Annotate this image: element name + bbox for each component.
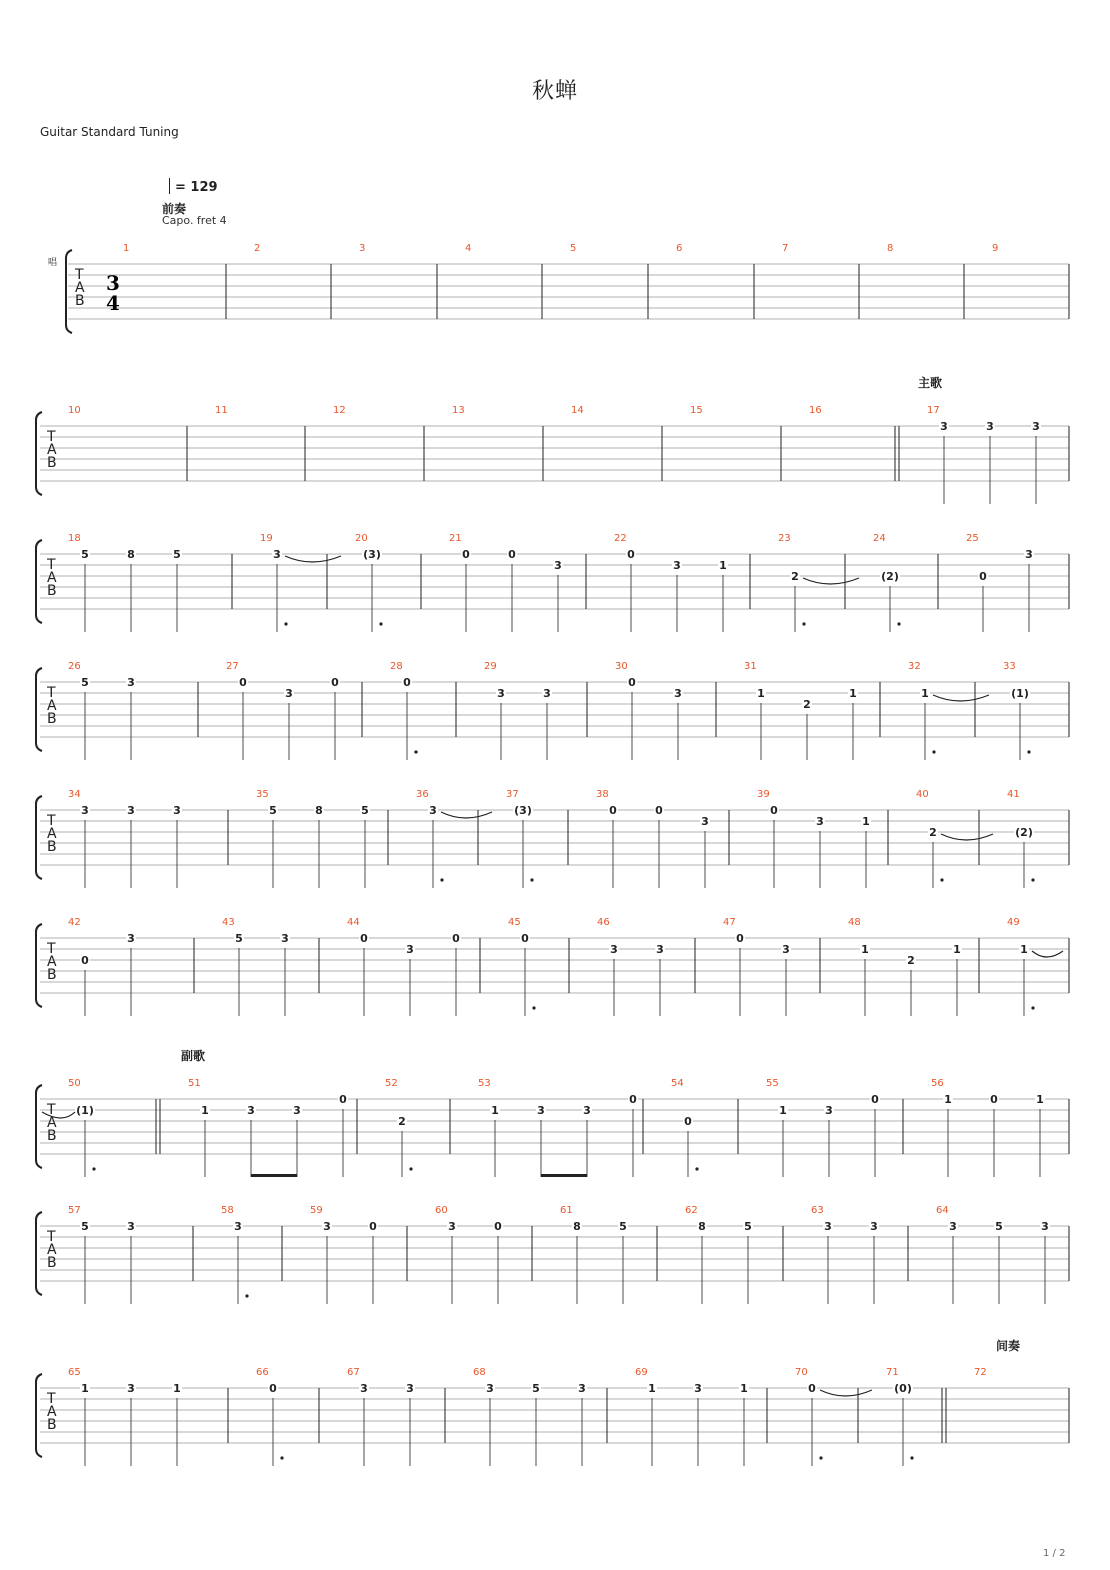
measure-number: 33 [1003, 661, 1016, 672]
fret-number: 3 [674, 687, 682, 700]
fret-number: 3 [486, 1382, 494, 1395]
fret-number: 2 [907, 954, 915, 967]
fret-number: (3) [514, 804, 532, 817]
dot-marker [910, 1456, 913, 1459]
fret-number: 3 [127, 676, 135, 689]
dot-marker [245, 1294, 248, 1297]
measure-number: 23 [778, 533, 791, 544]
measure-number: 7 [782, 243, 789, 254]
fret-number: 0 [494, 1220, 502, 1233]
fret-number: 0 [81, 954, 89, 967]
fret-number: 3 [293, 1104, 301, 1117]
fret-number: 0 [655, 804, 663, 817]
fret-number: 0 [339, 1093, 347, 1106]
fret-number: (1) [76, 1104, 94, 1117]
measure-number: 38 [596, 789, 609, 800]
fret-number: 1 [757, 687, 765, 700]
fret-number: 1 [861, 943, 869, 956]
measure-number: 22 [614, 533, 627, 544]
measure-number: 65 [68, 1367, 81, 1378]
fret-number: 0 [269, 1382, 277, 1395]
fret-number: 0 [979, 570, 987, 583]
dot-marker [409, 1167, 412, 1170]
measure-number: 21 [449, 533, 462, 544]
measure-number: 61 [560, 1205, 573, 1216]
dot-marker [1031, 1006, 1034, 1009]
fret-number: (3) [363, 548, 381, 561]
fret-number: 1 [862, 815, 870, 828]
fret-number: 3 [281, 932, 289, 945]
tab-clef-letter: A [47, 570, 57, 586]
tab-clef-letter: A [47, 826, 57, 842]
measure-number: 24 [873, 533, 886, 544]
dot-marker [414, 750, 417, 753]
fret-number: 3 [656, 943, 664, 956]
measure-number: 60 [435, 1205, 448, 1216]
fret-number: 0 [331, 676, 339, 689]
tuning-label: Guitar Standard Tuning [40, 125, 179, 139]
tab-clef-letter: T [75, 267, 84, 283]
time-sig-denominator: 4 [106, 291, 120, 315]
tab-clef-letter: B [47, 839, 57, 855]
system-bracket [36, 924, 42, 1007]
fret-number: 3 [825, 1104, 833, 1117]
dot-marker [1027, 750, 1030, 753]
tab-clef-letter: A [47, 954, 57, 970]
fret-number: 1 [1036, 1093, 1044, 1106]
measure-number: 32 [908, 661, 921, 672]
fret-number: 3 [234, 1220, 242, 1233]
fret-number: (2) [881, 570, 899, 583]
measure-number: 72 [974, 1367, 987, 1378]
fret-number: 5 [995, 1220, 1003, 1233]
measure-number: 70 [795, 1367, 808, 1378]
measure-number: 31 [744, 661, 757, 672]
tab-clef-letter: A [47, 1242, 57, 1258]
tab-clef-letter: B [47, 1255, 57, 1271]
fret-number: 3 [406, 1382, 414, 1395]
section-label-intro: 前奏 [162, 202, 187, 216]
fret-number: 8 [573, 1220, 581, 1233]
fret-number: 3 [81, 804, 89, 817]
system-bracket [36, 796, 42, 879]
tab-clef-letter: B [47, 967, 57, 983]
fret-number: 8 [698, 1220, 706, 1233]
tab-clef-letter: B [47, 711, 57, 727]
measure-number: 26 [68, 661, 81, 672]
fret-number: 3 [429, 804, 437, 817]
measure-number: 12 [333, 405, 346, 416]
fret-number: 5 [81, 548, 89, 561]
measure-number: 39 [757, 789, 770, 800]
fret-number: 1 [648, 1382, 656, 1395]
fret-number: 0 [239, 676, 247, 689]
measure-number: 66 [256, 1367, 269, 1378]
measure-number: 3 [359, 243, 366, 254]
tab-clef-letter: A [47, 698, 57, 714]
measure-number: 25 [966, 533, 979, 544]
system-bracket [36, 1374, 42, 1457]
measure-number: 14 [571, 405, 584, 416]
tie-arc [1032, 951, 1063, 957]
fret-number: 3 [247, 1104, 255, 1117]
tab-clef-letter: T [47, 557, 56, 573]
measure-number: 59 [310, 1205, 323, 1216]
score-title: 秋蝉 [531, 79, 578, 104]
measure-number: 58 [221, 1205, 234, 1216]
fret-number: 1 [1020, 943, 1028, 956]
fret-number: 3 [986, 420, 994, 433]
measure-number: 50 [68, 1078, 81, 1089]
fret-number: 3 [173, 804, 181, 817]
dot-marker [940, 878, 943, 881]
tie-arc [441, 812, 492, 818]
fret-number: 3 [694, 1382, 702, 1395]
measure-number: 1 [123, 243, 130, 254]
measure-number: 2 [254, 243, 261, 254]
measure-number: 63 [811, 1205, 824, 1216]
fret-number: 3 [870, 1220, 878, 1233]
tab-clef-letter: A [47, 1404, 57, 1420]
measure-number: 9 [992, 243, 999, 254]
fret-number: 5 [269, 804, 277, 817]
system-bracket [66, 250, 72, 333]
fret-number: 0 [770, 804, 778, 817]
measure-number: 47 [723, 917, 736, 928]
measure-number: 28 [390, 661, 403, 672]
dot-marker [819, 1456, 822, 1459]
fret-number: 1 [779, 1104, 787, 1117]
fret-number: 3 [673, 559, 681, 572]
fret-number: 5 [619, 1220, 627, 1233]
dot-marker [695, 1167, 698, 1170]
section-label-interlude: 间奏 [996, 1339, 1021, 1353]
measure-number: 5 [570, 243, 577, 254]
beam [541, 1174, 587, 1177]
fret-number: 3 [127, 932, 135, 945]
dot-marker [897, 622, 900, 625]
fret-number: 3 [583, 1104, 591, 1117]
fret-number: 8 [127, 548, 135, 561]
dot-marker [280, 1456, 283, 1459]
fret-number: 0 [369, 1220, 377, 1233]
measure-number: 29 [484, 661, 497, 672]
tie-arc [820, 1390, 872, 1396]
tab-clef-letter: T [47, 429, 56, 445]
tie-arc [933, 695, 989, 701]
fret-number: 0 [627, 548, 635, 561]
fret-number: 2 [398, 1115, 406, 1128]
measure-number: 55 [766, 1078, 779, 1089]
dot-marker [379, 622, 382, 625]
measure-number: 15 [690, 405, 703, 416]
measure-number: 44 [347, 917, 360, 928]
fret-number: 5 [81, 676, 89, 689]
measure-number: 57 [68, 1205, 81, 1216]
fret-number: 5 [235, 932, 243, 945]
dot-marker [932, 750, 935, 753]
tie-arc [285, 556, 341, 562]
fret-number: (1) [1011, 687, 1029, 700]
fret-number: 0 [521, 932, 529, 945]
measure-number: 40 [916, 789, 929, 800]
measure-number: 36 [416, 789, 429, 800]
tab-clef-letter: T [47, 1102, 56, 1118]
fret-number: 3 [824, 1220, 832, 1233]
fret-number: 3 [127, 1382, 135, 1395]
fret-number: 5 [81, 1220, 89, 1233]
tab-clef-letter: A [47, 1115, 57, 1131]
fret-number: 5 [361, 804, 369, 817]
system-bracket [36, 412, 42, 495]
fret-number: 3 [127, 1220, 135, 1233]
system-bracket [36, 540, 42, 623]
fret-number: 0 [736, 932, 744, 945]
measure-number: 45 [508, 917, 521, 928]
fret-number: 2 [803, 698, 811, 711]
measure-number: 34 [68, 789, 81, 800]
fret-number: 8 [315, 804, 323, 817]
section-label-chorus: 副歌 [181, 1049, 206, 1063]
fret-number: 0 [808, 1382, 816, 1395]
tab-clef-letter: A [75, 280, 85, 296]
fret-number: 3 [543, 687, 551, 700]
capo-label: Capo. fret 4 [162, 214, 227, 227]
measure-number: 52 [385, 1078, 398, 1089]
fret-number: 3 [816, 815, 824, 828]
fret-number: 0 [452, 932, 460, 945]
fret-number: 0 [629, 1093, 637, 1106]
tab-clef-letter: B [47, 455, 57, 471]
tab-clef-letter: B [47, 583, 57, 599]
fret-number: 3 [949, 1220, 957, 1233]
fret-number: 3 [285, 687, 293, 700]
fret-number: 1 [953, 943, 961, 956]
beam [251, 1174, 297, 1177]
measure-number: 37 [506, 789, 519, 800]
system-bracket [36, 1085, 42, 1168]
fret-number: 3 [273, 548, 281, 561]
tie-arc [803, 578, 859, 584]
fret-number: 1 [921, 687, 929, 700]
measure-number: 67 [347, 1367, 360, 1378]
fret-number: 3 [578, 1382, 586, 1395]
tie-arc [941, 834, 993, 840]
fret-number: (0) [894, 1382, 912, 1395]
fret-number: 1 [173, 1382, 181, 1395]
fret-number: 0 [990, 1093, 998, 1106]
measure-number: 51 [188, 1078, 201, 1089]
measure-number: 68 [473, 1367, 486, 1378]
fret-number: 3 [554, 559, 562, 572]
tab-clef-letter: B [47, 1128, 57, 1144]
page-indicator: 1 / 2 [1043, 1548, 1066, 1559]
fret-number: 3 [1025, 548, 1033, 561]
fret-number: 1 [719, 559, 727, 572]
fret-number: 0 [684, 1115, 692, 1128]
measure-number: 62 [685, 1205, 698, 1216]
fret-number: 5 [173, 548, 181, 561]
fret-number: 1 [740, 1382, 748, 1395]
fret-number: 3 [701, 815, 709, 828]
measure-number: 35 [256, 789, 269, 800]
dot-marker [802, 622, 805, 625]
fret-number: 3 [127, 804, 135, 817]
tab-clef-letter: B [75, 293, 85, 309]
fret-number: 3 [537, 1104, 545, 1117]
fret-number: 0 [609, 804, 617, 817]
dot-marker [284, 622, 287, 625]
measure-number: 54 [671, 1078, 684, 1089]
fret-number: 1 [81, 1382, 89, 1395]
fret-number: 1 [491, 1104, 499, 1117]
fret-number: 3 [610, 943, 618, 956]
section-label-verse: 主歌 [918, 376, 943, 390]
measure-number: 6 [676, 243, 683, 254]
fret-number: 3 [782, 943, 790, 956]
measure-number: 41 [1007, 789, 1020, 800]
tab-clef-letter: T [47, 1391, 56, 1407]
tab-clef-letter: T [47, 1229, 56, 1245]
tab-clef-letter: A [47, 442, 57, 458]
fret-number: 2 [791, 570, 799, 583]
measure-number: 43 [222, 917, 235, 928]
measure-number: 19 [260, 533, 273, 544]
measure-number: 18 [68, 533, 81, 544]
system-bracket [36, 1212, 42, 1295]
fret-number: 0 [360, 932, 368, 945]
measure-number: 64 [936, 1205, 949, 1216]
fret-number: 5 [744, 1220, 752, 1233]
fret-number: 3 [497, 687, 505, 700]
fret-number: 3 [448, 1220, 456, 1233]
fret-number: 3 [406, 943, 414, 956]
fret-number: 1 [944, 1093, 952, 1106]
measure-number: 71 [886, 1367, 899, 1378]
fret-number: 3 [940, 420, 948, 433]
dot-marker [440, 878, 443, 881]
dot-marker [92, 1167, 95, 1170]
fret-number: 3 [1041, 1220, 1049, 1233]
fret-number: 0 [403, 676, 411, 689]
measure-number: 46 [597, 917, 610, 928]
fret-number: 1 [201, 1104, 209, 1117]
measure-number: 20 [355, 533, 368, 544]
fret-number: 0 [871, 1093, 879, 1106]
measure-number: 8 [887, 243, 894, 254]
measure-number: 56 [931, 1078, 944, 1089]
measure-number: 48 [848, 917, 861, 928]
measure-number: 69 [635, 1367, 648, 1378]
tab-clef-letter: T [47, 941, 56, 957]
fret-number: 1 [849, 687, 857, 700]
system-bracket [36, 668, 42, 751]
measure-number: 53 [478, 1078, 491, 1089]
fret-number: 2 [929, 826, 937, 839]
track-name: 唱 [48, 258, 58, 268]
measure-number: 30 [615, 661, 628, 672]
tab-clef-letter: T [47, 685, 56, 701]
fret-number: 3 [323, 1220, 331, 1233]
measure-number: 4 [465, 243, 472, 254]
measure-number: 42 [68, 917, 81, 928]
tab-clef-letter: B [47, 1417, 57, 1433]
dot-marker [532, 1006, 535, 1009]
tempo-label: = 129 [175, 180, 218, 195]
fret-number: 3 [1032, 420, 1040, 433]
measure-number: 49 [1007, 917, 1020, 928]
measure-number: 11 [215, 405, 228, 416]
dot-marker [530, 878, 533, 881]
fret-number: 0 [628, 676, 636, 689]
fret-number: 0 [462, 548, 470, 561]
measure-number: 10 [68, 405, 81, 416]
fret-number: 0 [508, 548, 516, 561]
fret-number: 3 [360, 1382, 368, 1395]
time-sig-numerator: 3 [106, 271, 120, 295]
measure-number: 27 [226, 661, 239, 672]
tab-clef-letter: T [47, 813, 56, 829]
measure-number: 13 [452, 405, 465, 416]
fret-number: (2) [1015, 826, 1033, 839]
measure-number: 17 [927, 405, 940, 416]
fret-number: 5 [532, 1382, 540, 1395]
measure-number: 16 [809, 405, 822, 416]
dot-marker [1031, 878, 1034, 881]
